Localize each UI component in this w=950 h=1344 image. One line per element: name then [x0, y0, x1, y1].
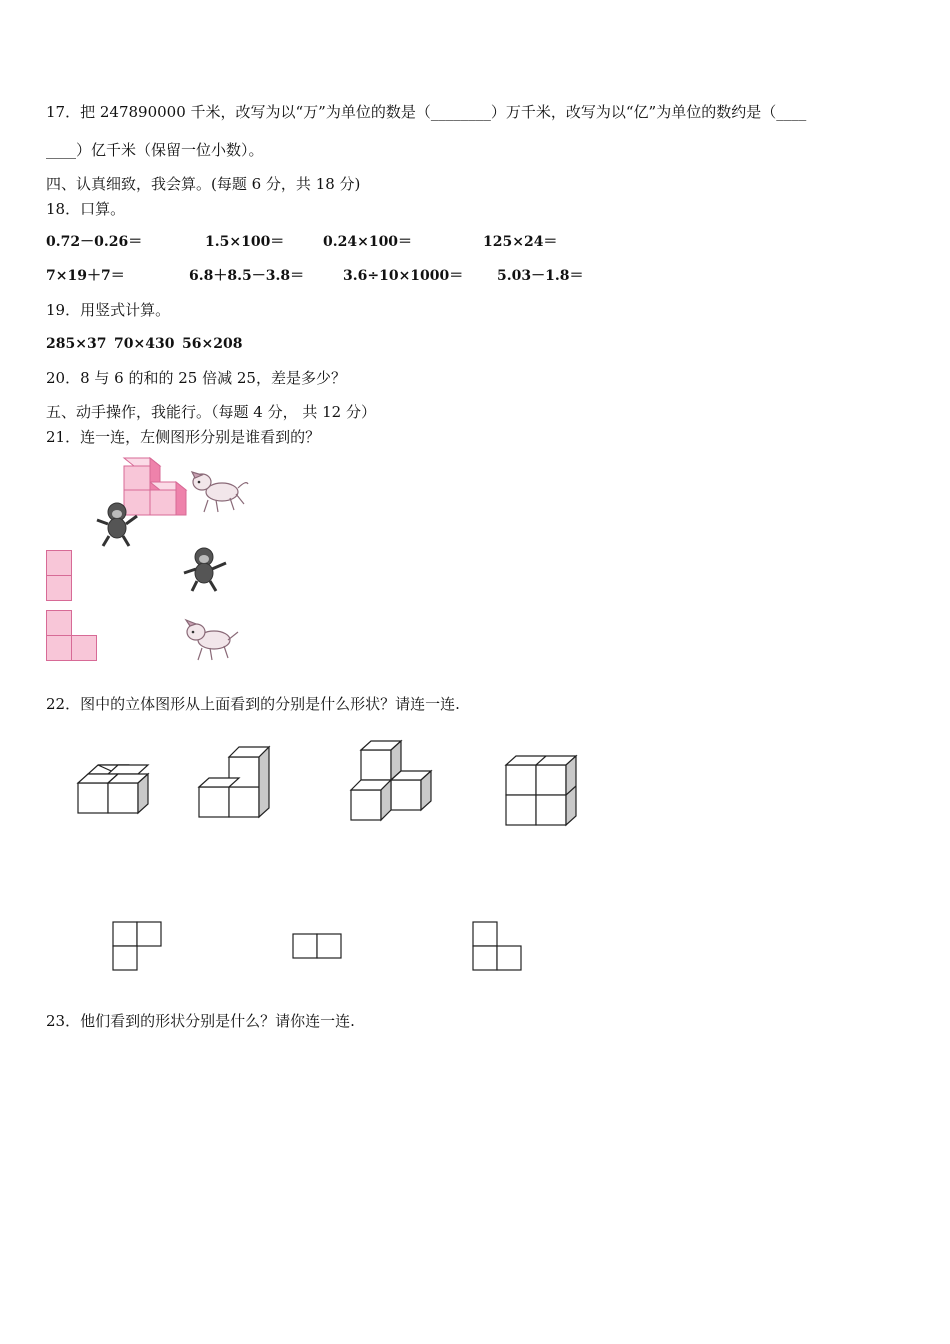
calc-item: 1.5×100＝ [205, 234, 285, 250]
q20-text: 20．8 与 6 的和的 25 倍减 25，差是多少？ [46, 369, 346, 387]
q19-title: 19．用竖式计算。 [46, 301, 171, 319]
q17-line2: ____）亿千米（保留一位小数）。 [46, 141, 264, 159]
section5-title: 五、动手操作，我能行。（每题 4 分， 共 12 分） [46, 403, 376, 421]
q21-title: 21．连一连，左侧图形分别是谁看到的？ [46, 428, 321, 446]
vertical-calc-item: 285×37 [46, 336, 107, 352]
vertical-calc-item: 56×208 [182, 336, 243, 352]
calc-item: 3.6÷10×1000＝ [343, 268, 464, 284]
calc-item: 7×19＋7＝ [46, 268, 125, 284]
q23-title: 23．他们看到的形状分别是什么？请你连一连. [46, 1012, 355, 1030]
q22-title: 22．图中的立体图形从上面看到的分别是什么形状？请连一连. [46, 695, 460, 713]
calc-item: 125×24＝ [483, 234, 558, 250]
calc-item: 6.8＋8.5－3.8＝ [189, 268, 305, 284]
calc-item: 5.03－1.8＝ [497, 268, 584, 284]
q18-title: 18．口算。 [46, 200, 126, 218]
calc-item: 0.24×100＝ [323, 234, 413, 250]
q17-line1: 17．把 247890000 千米，改写为以“万”为单位的数是（________）万千米，改写为以“亿”为单位的数约是（____ [46, 103, 807, 121]
section4-title: 四、认真细致，我会算。(每题 6 分，共 18 分) [46, 175, 361, 193]
vertical-calc-item: 70×430 [114, 336, 175, 352]
calc-item: 0.72－0.26＝ [46, 234, 143, 250]
